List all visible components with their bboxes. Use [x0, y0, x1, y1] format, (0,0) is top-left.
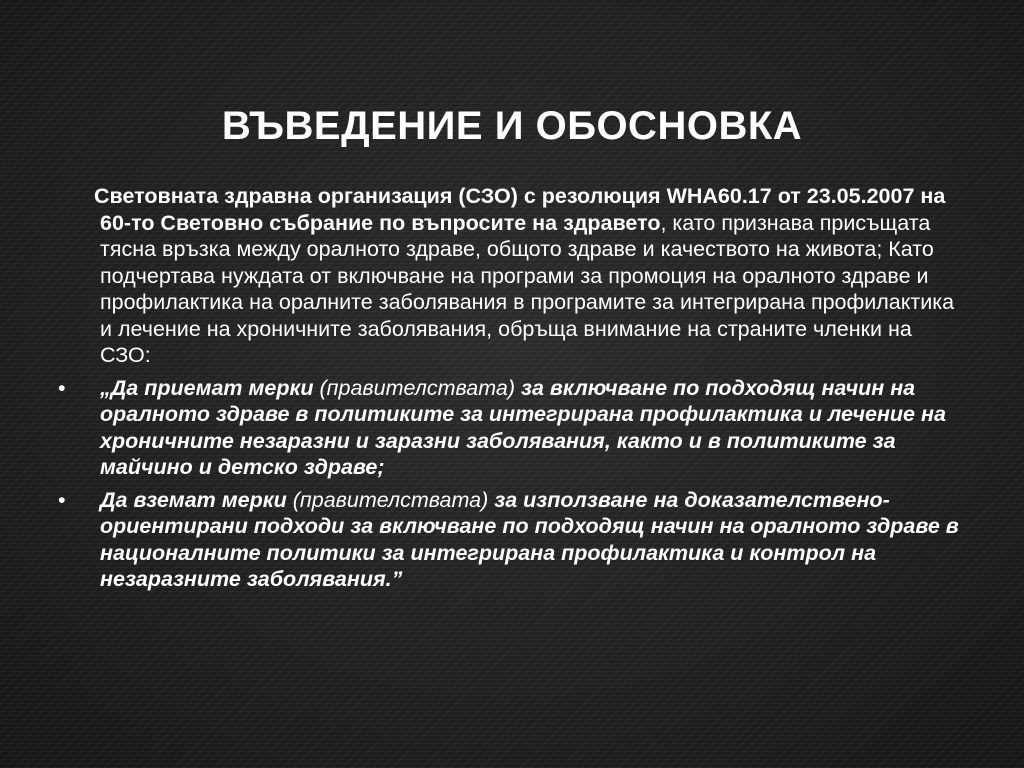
bullet-lead-text: „Да приемат мерки — [100, 375, 314, 400]
bullet-lead-text: Да вземат мерки — [100, 487, 287, 512]
bullet-item-1 — [58, 375, 968, 481]
slide-body — [58, 183, 968, 599]
slide-title: ВЪВЕДЕНИЕ И ОБОСНОВКА — [221, 104, 803, 148]
bullet-marker: • — [58, 375, 66, 400]
intro-normal-text: , като признава присъщата тясна връзка между оралното здраве, общото здраве и качеството на живота; Като подчертава нуждата от включване на програми за промоция на оралното здраве и профилактика на оралните заболявания в програмите за интегрирана профилактика и лечение на хроничните заболявания, обръща внимание на страните членки на СЗО: — [100, 210, 955, 367]
bullet-item-2 — [58, 487, 968, 593]
bullet-rest-text: за използване на доказателствено-ориентирани подходи за включване по подходящ начин на оралното здраве в националните политики за интегрирана профилактика и контрол на незаразните заболявания.” — [100, 487, 959, 591]
bullet-paren-text: (правителствата) — [286, 487, 495, 512]
bullet-marker: • — [58, 487, 66, 512]
intro-bold-text: Световната здравна организация (СЗО) с резолюция WHA60.17 от 23.05.2007 на 60-то Световно събрание по въпросите на здравето — [94, 184, 946, 235]
bullet-rest-text: за включване по подходящ начин на оралното здраве в политиките за интегрирана профилактика и лечение на хроничните незаразни и заразни заболявания, както и в политиките за майчино и детско здраве; — [100, 375, 946, 479]
intro-paragraph — [58, 183, 968, 369]
bullet-paren-text: (правителствата) — [313, 375, 522, 400]
